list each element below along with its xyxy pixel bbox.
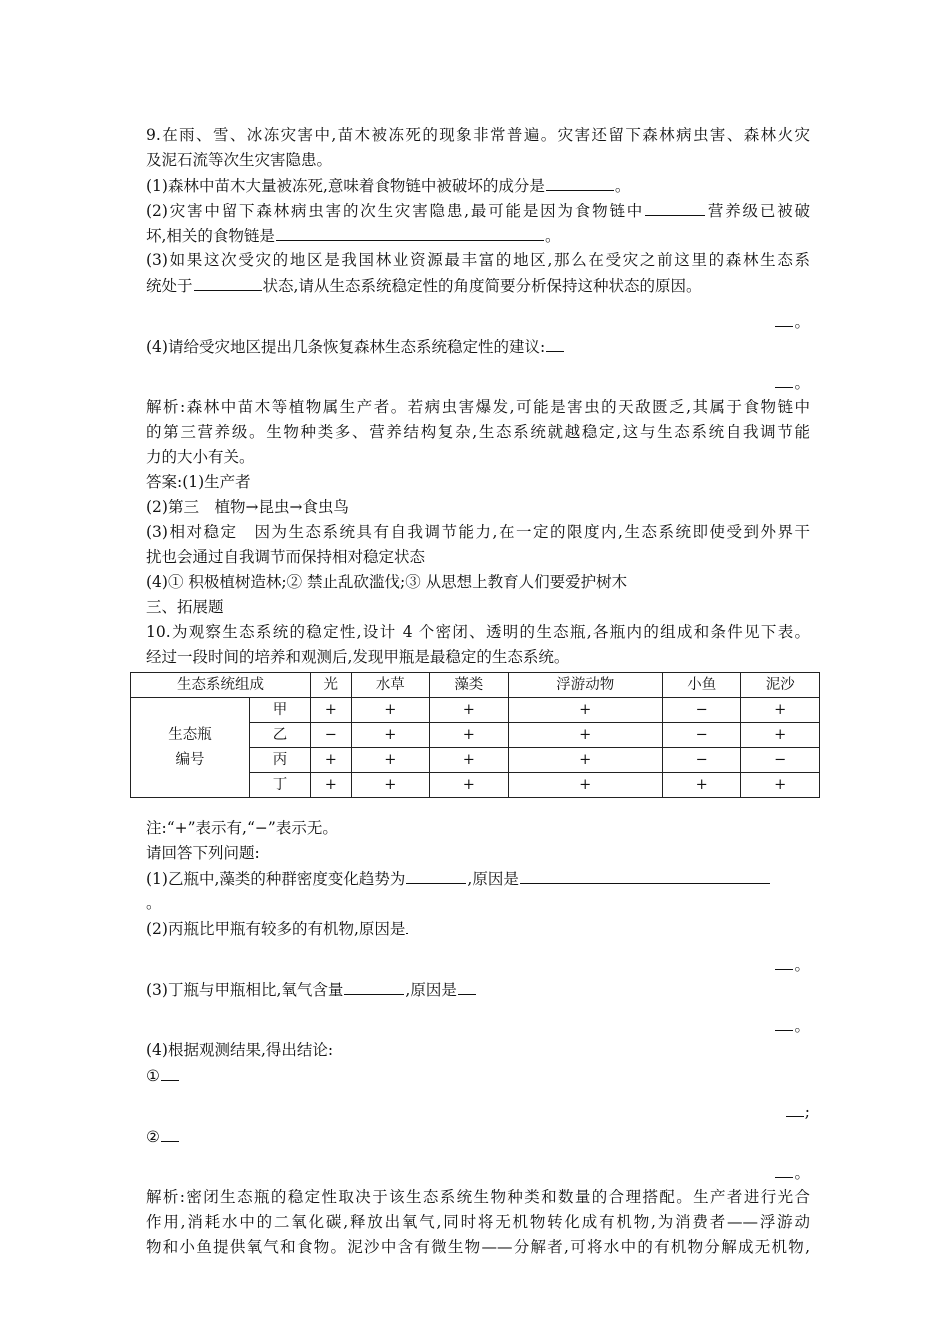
q10-conclusion-1-end: ; xyxy=(146,1099,810,1124)
column-header: 泥沙 xyxy=(741,673,820,698)
q9-answer-3b: 扰也会通过自我调节而保持相对稳定状态 xyxy=(146,548,426,566)
q10-part1-end: 。 xyxy=(146,894,162,912)
table-cell: + xyxy=(662,773,741,798)
row-id: 甲 xyxy=(250,698,311,723)
table-header-row xyxy=(131,673,820,698)
q9-stem-line1: 9.在雨、雪、冰冻灾害中,苗木被冻死的现象非常普遍。灾害还留下森林病虫害、森林火灾 xyxy=(146,126,810,144)
table-cell: − xyxy=(662,748,741,773)
eco-bottle-table xyxy=(130,672,820,798)
q9-part4: (4)请给受灾地区提出几条恢复森林生态系统稳定性的建议: xyxy=(146,334,810,359)
table-header-label: 生态系统组成 xyxy=(131,673,311,698)
q9-part3-end: 。 xyxy=(146,309,810,334)
answer-blank[interactable] xyxy=(406,866,466,884)
table-cell: + xyxy=(430,748,509,773)
table-cell: + xyxy=(351,773,430,798)
table-cell: + xyxy=(430,723,509,748)
answer-blank[interactable] xyxy=(520,866,770,884)
column-header: 浮游动物 xyxy=(508,673,662,698)
table-cell: + xyxy=(311,773,352,798)
q9-part3-line2: 统处于 状态,请从生态系统稳定性的角度简要分析保持这种状态的原因。 xyxy=(146,273,810,298)
row-id: 丙 xyxy=(250,748,311,773)
table-row xyxy=(131,698,820,723)
answer-blank[interactable] xyxy=(645,198,705,216)
q9-part2-chain: 坏,相关的食物链是 。 xyxy=(146,223,810,248)
q9-stem-line2: 及泥石流等次生灾害隐患。 xyxy=(146,151,333,169)
answer-blank[interactable] xyxy=(344,977,404,995)
document-page xyxy=(146,123,810,1260)
row-id: 丁 xyxy=(250,773,311,798)
answer-blank[interactable] xyxy=(406,916,408,934)
table-cell: + xyxy=(311,748,352,773)
q10-part1: (1)乙瓶中,藻类的种群密度变化趋势为 ,原因是 xyxy=(146,866,810,891)
q10-conclusion-2: ② xyxy=(146,1124,810,1149)
table-cell: + xyxy=(508,748,662,773)
table-cell: − xyxy=(311,723,352,748)
answer-blank[interactable] xyxy=(161,1124,179,1142)
table-cell: + xyxy=(741,698,820,723)
answer-blank[interactable] xyxy=(775,370,793,388)
table-cell: + xyxy=(351,723,430,748)
q9-part1: (1)森林中苗木大量被冻死,意味着食物链中被破坏的成分是 。 xyxy=(146,173,810,198)
answer-blank[interactable] xyxy=(775,309,793,327)
q10-conclusion-1: ① xyxy=(146,1063,810,1088)
q9-answer-4: (4)① 积极植树造林;② 禁止乱砍滥伐;③ 从思想上教育人们要爱护树木 xyxy=(146,573,628,591)
section-title: 三、拓展题 xyxy=(146,598,224,616)
answer-blank[interactable] xyxy=(786,1099,804,1117)
table-cell: + xyxy=(508,698,662,723)
q10-part3-end: 。 xyxy=(146,1013,810,1038)
table-cell: − xyxy=(741,748,820,773)
q10-stem-line2: 经过一段时间的培养和观测后,发现甲瓶是最稳定的生态系统。 xyxy=(146,648,570,666)
answer-blank[interactable] xyxy=(546,334,564,352)
answer-blank[interactable] xyxy=(161,1063,179,1081)
q9-answer-3a: (3)相对稳定 因为生态系统具有自我调节能力,在一定的限度内,生态系统即使受到外界干 xyxy=(146,523,810,541)
row-id: 乙 xyxy=(250,723,311,748)
q10-prompt: 请回答下列问题: xyxy=(146,844,260,862)
q9-analysis-line2: 的第三营养级。生物种类多、营养结构复杂,生态系统就越稳定,这与生态系统自我调节能 xyxy=(146,423,810,441)
q9-part2: (2)灾害中留下森林病虫害的次生灾害隐患,最可能是因为食物链中 营养级已被破 xyxy=(146,198,810,223)
answer-blank[interactable] xyxy=(775,952,793,970)
q10-part2-end: 。 xyxy=(146,952,810,977)
table-cell: + xyxy=(508,723,662,748)
table-cell: + xyxy=(430,698,509,723)
answer-blank[interactable] xyxy=(546,173,614,191)
q10-analysis-line2: 作用,消耗水中的二氧化碳,释放出氧气,同时将无机物转化成有机物,为消费者——浮游动 xyxy=(146,1213,810,1231)
q9-analysis-line1: 解析:森林中苗木等植物属生产者。若病虫害爆发,可能是害虫的天敌匮乏,其属于食物链中 xyxy=(146,398,810,416)
q10-stem-line1: 10.为观察生态系统的稳定性,设计 4 个密闭、透明的生态瓶,各瓶内的组成和条件见下表。 xyxy=(146,623,810,641)
table-cell: + xyxy=(351,698,430,723)
q10-analysis-line3: 物和小鱼提供氧气和食物。泥沙中含有微生物——分解者,可将水中的有机物分解成无机物, xyxy=(146,1238,810,1256)
column-header: 藻类 xyxy=(430,673,509,698)
answer-blank[interactable] xyxy=(276,223,544,241)
q9-answer-1: 答案:(1)生产者 xyxy=(146,473,251,491)
answer-blank[interactable] xyxy=(194,273,262,291)
table-cell: + xyxy=(311,698,352,723)
q10-note: 注:“+”表示有,“−”表示无。 xyxy=(146,819,338,837)
answer-blank[interactable] xyxy=(775,1013,793,1031)
table-cell: + xyxy=(741,773,820,798)
q9-part3-line1: (3)如果这次受灾的地区是我国林业资源最丰富的地区,那么在受灾之前这里的森林生态系 xyxy=(146,251,810,269)
column-header: 小鱼 xyxy=(662,673,741,698)
q9-part4-end: 。 xyxy=(146,370,810,395)
q9-analysis-line3: 力的大小有关。 xyxy=(146,448,255,466)
answer-blank[interactable] xyxy=(458,977,476,995)
column-header: 水草 xyxy=(351,673,430,698)
q10-analysis-line1: 解析:密闭生态瓶的稳定性取决于该生态系统生物种类和数量的合理搭配。生产者进行光合 xyxy=(146,1188,810,1206)
table-cell: + xyxy=(351,748,430,773)
column-header: 光 xyxy=(311,673,352,698)
q10-part3: (3)丁瓶与甲瓶相比,氧气含量 ,原因是 xyxy=(146,977,810,1002)
q9-answer-2: (2)第三 植物→昆虫→食虫鸟 xyxy=(146,498,349,516)
row-group-label: 生态瓶 编号 xyxy=(131,698,250,798)
table-cell: − xyxy=(662,698,741,723)
q10-part4: (4)根据观测结果,得出结论: xyxy=(146,1041,334,1059)
table-cell: + xyxy=(430,773,509,798)
q10-part2: (2)丙瓶比甲瓶有较多的有机物,原因是 xyxy=(146,916,810,941)
answer-blank[interactable] xyxy=(775,1160,793,1178)
table-cell: + xyxy=(508,773,662,798)
q10-conclusion-2-end: 。 xyxy=(146,1160,810,1185)
table-cell: − xyxy=(662,723,741,748)
table-cell: + xyxy=(741,723,820,748)
